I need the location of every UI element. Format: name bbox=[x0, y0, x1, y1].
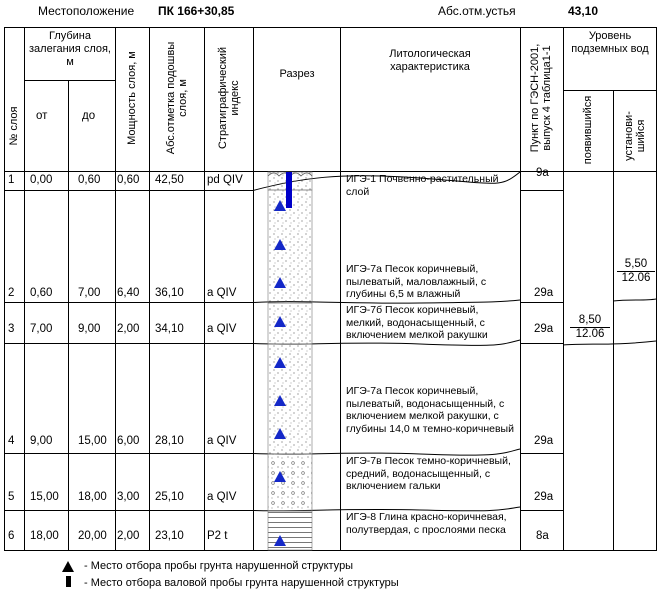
row1-thickness: 0,60 bbox=[117, 174, 140, 186]
collar-elevation-label: Абс.отм.устья bbox=[438, 4, 516, 18]
row6-elevation: 23,10 bbox=[155, 530, 184, 542]
location-label: Местоположение bbox=[38, 4, 135, 18]
row6-from: 18,00 bbox=[30, 530, 59, 542]
row4-strat: a QIV bbox=[207, 435, 237, 447]
row6-no: 6 bbox=[8, 530, 15, 542]
gw-steady-level: $\frac{5,50}{12.06}$ bbox=[617, 258, 655, 285]
row5-elevation: 25,10 bbox=[155, 491, 184, 503]
row2-no: 2 bbox=[8, 287, 15, 299]
col-groundwater: Уровень подземных вод bbox=[571, 30, 649, 55]
row3-item: 29а bbox=[534, 323, 554, 335]
row3-from: 7,00 bbox=[30, 323, 53, 335]
row5-strat: a QIV bbox=[207, 491, 237, 503]
row2-lithology: ИГЭ-7а Песок коричневый, пылеватый, маловлажный, с глубины 6,5 м влажный bbox=[346, 263, 487, 300]
legend-triangle-icon bbox=[62, 561, 74, 572]
row1-elevation: 42,50 bbox=[155, 174, 184, 186]
row4-from: 9,00 bbox=[30, 435, 53, 447]
bulk-sample-bar-icon bbox=[286, 172, 292, 208]
legend-triangle-text: - Место отбора пробы грунта нарушенной структуры bbox=[84, 560, 354, 572]
row5-thickness: 3,00 bbox=[117, 491, 140, 503]
row2-item: 29а bbox=[534, 287, 554, 299]
row4-elevation: 28,10 bbox=[155, 435, 184, 447]
location-value: ПК 166+30,85 bbox=[158, 4, 235, 18]
row4-thickness: 6,00 bbox=[117, 435, 140, 447]
row5-from: 15,00 bbox=[30, 491, 59, 503]
row6-item: 8а bbox=[536, 530, 549, 542]
legend-bar-icon bbox=[66, 576, 71, 587]
row3-lithology: ИГЭ-7б Песок коричневый, мелкий, водонасыщенный, с включением мелкой ракушки bbox=[346, 304, 488, 341]
row6-lithology: ИГЭ-8 Глина красно-коричневая, полутвердая, с прослоями песка bbox=[346, 511, 507, 536]
col-layer-no: № слоя bbox=[8, 106, 20, 146]
col-abs-elevation: Абс.отметка подошвы слоя, м bbox=[165, 41, 189, 155]
col-gw-steady: установи-шийся bbox=[623, 111, 647, 161]
row3-thickness: 2,00 bbox=[117, 323, 140, 335]
row3-to: 9,00 bbox=[78, 323, 101, 335]
row4-to: 15,00 bbox=[78, 435, 107, 447]
row1-lithology: ИГЭ-1 Почвенно-растительный слой bbox=[346, 173, 499, 198]
row3-no: 3 bbox=[8, 323, 15, 335]
row1-item: 9а bbox=[536, 167, 549, 179]
legend-bar-text: - Место отбора валовой пробы грунта нарушенной структуры bbox=[84, 577, 399, 589]
row6-to: 20,00 bbox=[78, 530, 107, 542]
collar-elevation-value: 43,10 bbox=[568, 4, 599, 18]
col-stratigraphic-index: Стратиграфический индекс bbox=[217, 46, 241, 150]
col-lithology: Литологическая характеристика bbox=[389, 48, 471, 73]
row1-from: 0,00 bbox=[30, 174, 53, 186]
col-thickness: Мощность слоя, м bbox=[126, 51, 138, 145]
col-section: Разрез bbox=[279, 68, 315, 80]
row6-thickness: 2,00 bbox=[117, 530, 140, 542]
row1-to: 0,60 bbox=[78, 174, 101, 186]
row2-thickness: 6,40 bbox=[117, 287, 140, 299]
row6-strat: P2 t bbox=[207, 530, 228, 542]
row2-elevation: 36,10 bbox=[155, 287, 184, 299]
row5-lithology: ИГЭ-7в Песок темно-коричневый, средний, водонасыщенный, с включением гальки bbox=[346, 455, 511, 492]
row2-to: 7,00 bbox=[78, 287, 101, 299]
row3-strat: a QIV bbox=[207, 323, 237, 335]
row5-item: 29а bbox=[534, 491, 554, 503]
gw-appeared-level: $\frac{8,50}{12.06}$ bbox=[570, 314, 610, 341]
row2-strat: a QIV bbox=[207, 287, 237, 299]
col-depth: Глубина залегания слоя, м bbox=[29, 30, 111, 68]
row1-strat: pd QIV bbox=[207, 174, 243, 186]
row4-item: 29а bbox=[534, 435, 554, 447]
row4-lithology: ИГЭ-7а Песок коричневый, пылеватый, водонасыщенный, с включением мелкой ракушки, с глубины 14,0 м темно-коричневый bbox=[346, 385, 514, 435]
row5-to: 18,00 bbox=[78, 491, 107, 503]
col-gw-appeared: появившийся bbox=[582, 95, 594, 165]
row1-no: 1 bbox=[8, 174, 15, 186]
row3-elevation: 34,10 bbox=[155, 323, 184, 335]
row2-from: 0,60 bbox=[30, 287, 53, 299]
col-gesn-item: Пункт по ГЭСН-2001, выпуск 4 таблица1-1 bbox=[529, 43, 553, 153]
row5-no: 5 bbox=[8, 491, 15, 503]
col-depth-from: от bbox=[36, 110, 48, 122]
col-depth-to: до bbox=[82, 110, 96, 122]
row4-no: 4 bbox=[8, 435, 15, 447]
